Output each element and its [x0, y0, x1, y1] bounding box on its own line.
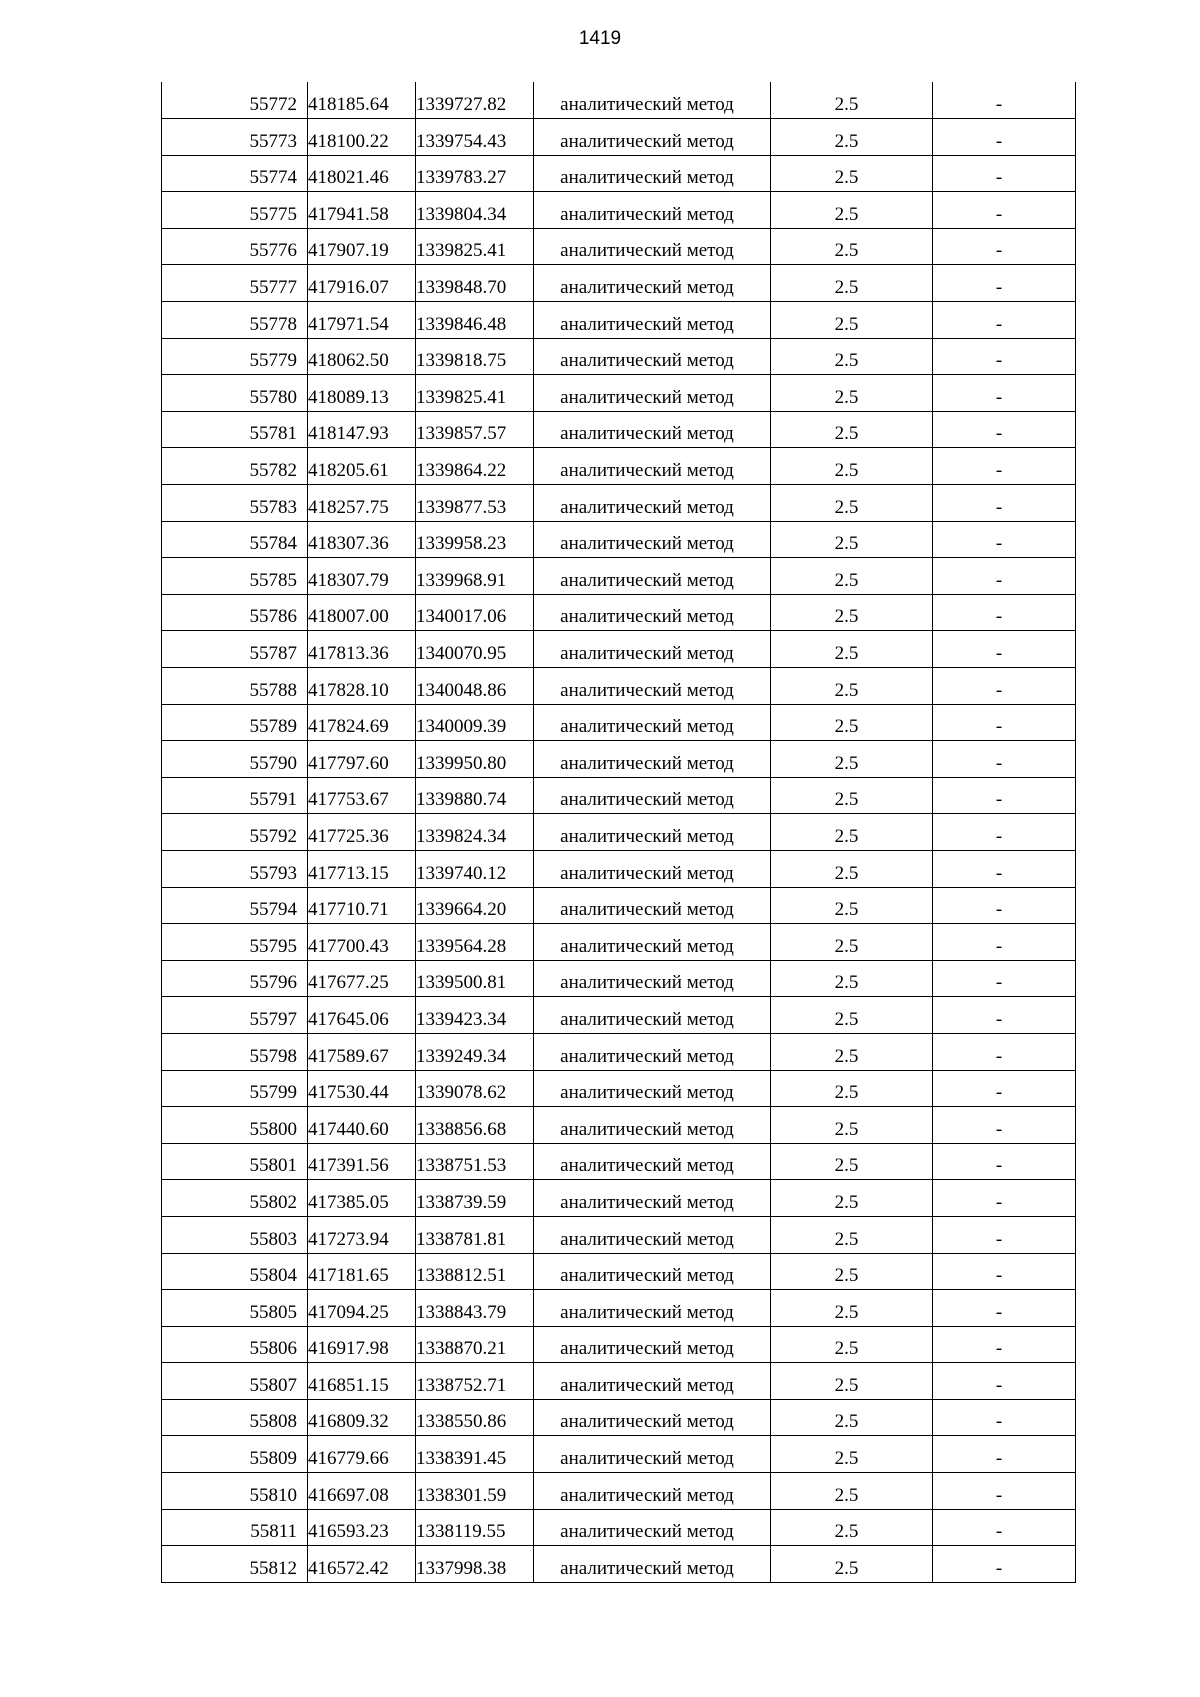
method-cell: аналитический метод	[534, 631, 771, 668]
note-cell: -	[933, 777, 1076, 814]
accuracy-cell: 2.5	[771, 704, 933, 741]
point-number-cell: 55807	[162, 1363, 308, 1400]
x-coordinate-cell: 416697.08	[308, 1473, 416, 1510]
table-row	[162, 485, 1076, 522]
note-cell: -	[933, 302, 1076, 339]
method-cell: аналитический метод	[534, 960, 771, 997]
x-coordinate-cell: 417713.15	[308, 850, 416, 887]
x-coordinate-cell: 418007.00	[308, 594, 416, 631]
accuracy-cell: 2.5	[771, 1253, 933, 1290]
note-cell: -	[933, 1290, 1076, 1327]
note-cell: -	[933, 1399, 1076, 1436]
table-row	[162, 741, 1076, 778]
note-cell: -	[933, 1326, 1076, 1363]
table-row	[162, 850, 1076, 887]
point-number-cell: 55802	[162, 1180, 308, 1217]
method-cell: аналитический метод	[534, 1399, 771, 1436]
y-coordinate-cell: 1338843.79	[416, 1290, 534, 1327]
point-number-cell: 55812	[162, 1546, 308, 1583]
method-cell: аналитический метод	[534, 777, 771, 814]
method-cell: аналитический метод	[534, 1253, 771, 1290]
point-number-cell: 55799	[162, 1070, 308, 1107]
method-cell: аналитический метод	[534, 228, 771, 265]
method-cell: аналитический метод	[534, 1473, 771, 1510]
table-row	[162, 375, 1076, 412]
accuracy-cell: 2.5	[771, 777, 933, 814]
x-coordinate-cell: 417440.60	[308, 1107, 416, 1144]
point-number-cell: 55784	[162, 521, 308, 558]
table-row	[162, 960, 1076, 997]
method-cell: аналитический метод	[534, 924, 771, 961]
accuracy-cell: 2.5	[771, 82, 933, 119]
note-cell: -	[933, 375, 1076, 412]
accuracy-cell: 2.5	[771, 448, 933, 485]
x-coordinate-cell: 417391.56	[308, 1143, 416, 1180]
y-coordinate-cell: 1338301.59	[416, 1473, 534, 1510]
table-row	[162, 521, 1076, 558]
table-row	[162, 302, 1076, 339]
accuracy-cell: 2.5	[771, 924, 933, 961]
table-row	[162, 887, 1076, 924]
note-cell: -	[933, 997, 1076, 1034]
y-coordinate-cell: 1339824.34	[416, 814, 534, 851]
y-coordinate-cell: 1337998.38	[416, 1546, 534, 1583]
table-row	[162, 814, 1076, 851]
y-coordinate-cell: 1339727.82	[416, 82, 534, 119]
method-cell: аналитический метод	[534, 338, 771, 375]
y-coordinate-cell: 1339500.81	[416, 960, 534, 997]
accuracy-cell: 2.5	[771, 1473, 933, 1510]
point-number-cell: 55781	[162, 411, 308, 448]
x-coordinate-cell: 417181.65	[308, 1253, 416, 1290]
y-coordinate-cell: 1339950.80	[416, 741, 534, 778]
point-number-cell: 55785	[162, 558, 308, 595]
note-cell: -	[933, 1107, 1076, 1144]
note-cell: -	[933, 558, 1076, 595]
y-coordinate-cell: 1338752.71	[416, 1363, 534, 1400]
accuracy-cell: 2.5	[771, 302, 933, 339]
accuracy-cell: 2.5	[771, 558, 933, 595]
y-coordinate-cell: 1339564.28	[416, 924, 534, 961]
accuracy-cell: 2.5	[771, 1509, 933, 1546]
table-row	[162, 777, 1076, 814]
table-row	[162, 411, 1076, 448]
point-number-cell: 55776	[162, 228, 308, 265]
table-row	[162, 1473, 1076, 1510]
y-coordinate-cell: 1339249.34	[416, 1033, 534, 1070]
note-cell: -	[933, 1033, 1076, 1070]
note-cell: -	[933, 265, 1076, 302]
x-coordinate-cell: 417530.44	[308, 1070, 416, 1107]
y-coordinate-cell: 1338550.86	[416, 1399, 534, 1436]
method-cell: аналитический метод	[534, 1180, 771, 1217]
note-cell: -	[933, 192, 1076, 229]
y-coordinate-cell: 1338781.81	[416, 1216, 534, 1253]
accuracy-cell: 2.5	[771, 1326, 933, 1363]
x-coordinate-cell: 417753.67	[308, 777, 416, 814]
accuracy-cell: 2.5	[771, 960, 933, 997]
method-cell: аналитический метод	[534, 741, 771, 778]
accuracy-cell: 2.5	[771, 375, 933, 412]
point-number-cell: 55809	[162, 1436, 308, 1473]
method-cell: аналитический метод	[534, 302, 771, 339]
accuracy-cell: 2.5	[771, 192, 933, 229]
point-number-cell: 55772	[162, 82, 308, 119]
point-number-cell: 55792	[162, 814, 308, 851]
y-coordinate-cell: 1339818.75	[416, 338, 534, 375]
y-coordinate-cell: 1339846.48	[416, 302, 534, 339]
accuracy-cell: 2.5	[771, 1399, 933, 1436]
x-coordinate-cell: 418307.79	[308, 558, 416, 595]
point-number-cell: 55778	[162, 302, 308, 339]
method-cell: аналитический метод	[534, 1033, 771, 1070]
method-cell: аналитический метод	[534, 704, 771, 741]
y-coordinate-cell: 1338119.55	[416, 1509, 534, 1546]
point-number-cell: 55794	[162, 887, 308, 924]
table-row	[162, 119, 1076, 156]
point-number-cell: 55805	[162, 1290, 308, 1327]
y-coordinate-cell: 1339864.22	[416, 448, 534, 485]
y-coordinate-cell: 1339804.34	[416, 192, 534, 229]
x-coordinate-cell: 417094.25	[308, 1290, 416, 1327]
x-coordinate-cell: 417273.94	[308, 1216, 416, 1253]
accuracy-cell: 2.5	[771, 521, 933, 558]
coordinates-table-body	[162, 82, 1076, 1582]
accuracy-cell: 2.5	[771, 1070, 933, 1107]
note-cell: -	[933, 521, 1076, 558]
accuracy-cell: 2.5	[771, 1546, 933, 1583]
table-row	[162, 338, 1076, 375]
x-coordinate-cell: 418062.50	[308, 338, 416, 375]
table-row	[162, 1546, 1076, 1583]
method-cell: аналитический метод	[534, 814, 771, 851]
note-cell: -	[933, 960, 1076, 997]
y-coordinate-cell: 1338751.53	[416, 1143, 534, 1180]
method-cell: аналитический метод	[534, 1546, 771, 1583]
method-cell: аналитический метод	[534, 375, 771, 412]
x-coordinate-cell: 417700.43	[308, 924, 416, 961]
y-coordinate-cell: 1339783.27	[416, 155, 534, 192]
table-row	[162, 1509, 1076, 1546]
method-cell: аналитический метод	[534, 1107, 771, 1144]
table-row	[162, 192, 1076, 229]
table-row	[162, 1070, 1076, 1107]
point-number-cell: 55773	[162, 119, 308, 156]
point-number-cell: 55801	[162, 1143, 308, 1180]
point-number-cell: 55783	[162, 485, 308, 522]
point-number-cell: 55810	[162, 1473, 308, 1510]
page-number: 1419	[578, 28, 622, 49]
table-row	[162, 1180, 1076, 1217]
method-cell: аналитический метод	[534, 192, 771, 229]
note-cell: -	[933, 411, 1076, 448]
y-coordinate-cell: 1339664.20	[416, 887, 534, 924]
method-cell: аналитический метод	[534, 411, 771, 448]
table-row	[162, 228, 1076, 265]
accuracy-cell: 2.5	[771, 594, 933, 631]
accuracy-cell: 2.5	[771, 997, 933, 1034]
method-cell: аналитический метод	[534, 119, 771, 156]
point-number-cell: 55790	[162, 741, 308, 778]
x-coordinate-cell: 416917.98	[308, 1326, 416, 1363]
accuracy-cell: 2.5	[771, 119, 933, 156]
accuracy-cell: 2.5	[771, 1143, 933, 1180]
method-cell: аналитический метод	[534, 521, 771, 558]
accuracy-cell: 2.5	[771, 228, 933, 265]
point-number-cell: 55775	[162, 192, 308, 229]
x-coordinate-cell: 418147.93	[308, 411, 416, 448]
method-cell: аналитический метод	[534, 485, 771, 522]
x-coordinate-cell: 418307.36	[308, 521, 416, 558]
note-cell: -	[933, 1473, 1076, 1510]
method-cell: аналитический метод	[534, 594, 771, 631]
x-coordinate-cell: 416809.32	[308, 1399, 416, 1436]
point-number-cell: 55777	[162, 265, 308, 302]
note-cell: -	[933, 668, 1076, 705]
accuracy-cell: 2.5	[771, 1033, 933, 1070]
y-coordinate-cell: 1338856.68	[416, 1107, 534, 1144]
table-row	[162, 704, 1076, 741]
x-coordinate-cell: 417710.71	[308, 887, 416, 924]
point-number-cell: 55782	[162, 448, 308, 485]
method-cell: аналитический метод	[534, 850, 771, 887]
y-coordinate-cell: 1339848.70	[416, 265, 534, 302]
x-coordinate-cell: 417589.67	[308, 1033, 416, 1070]
point-number-cell: 55788	[162, 668, 308, 705]
point-number-cell: 55795	[162, 924, 308, 961]
point-number-cell: 55779	[162, 338, 308, 375]
point-number-cell: 55796	[162, 960, 308, 997]
point-number-cell: 55789	[162, 704, 308, 741]
note-cell: -	[933, 448, 1076, 485]
x-coordinate-cell: 417813.36	[308, 631, 416, 668]
x-coordinate-cell: 418089.13	[308, 375, 416, 412]
table-row	[162, 155, 1076, 192]
y-coordinate-cell: 1340048.86	[416, 668, 534, 705]
y-coordinate-cell: 1338391.45	[416, 1436, 534, 1473]
point-number-cell: 55806	[162, 1326, 308, 1363]
note-cell: -	[933, 814, 1076, 851]
table-row	[162, 668, 1076, 705]
x-coordinate-cell: 417907.19	[308, 228, 416, 265]
method-cell: аналитический метод	[534, 1436, 771, 1473]
y-coordinate-cell: 1339857.57	[416, 411, 534, 448]
accuracy-cell: 2.5	[771, 1216, 933, 1253]
x-coordinate-cell: 417385.05	[308, 1180, 416, 1217]
method-cell: аналитический метод	[534, 265, 771, 302]
note-cell: -	[933, 1180, 1076, 1217]
note-cell: -	[933, 338, 1076, 375]
method-cell: аналитический метод	[534, 887, 771, 924]
note-cell: -	[933, 82, 1076, 119]
note-cell: -	[933, 155, 1076, 192]
point-number-cell: 55793	[162, 850, 308, 887]
note-cell: -	[933, 1070, 1076, 1107]
note-cell: -	[933, 1363, 1076, 1400]
x-coordinate-cell: 416851.15	[308, 1363, 416, 1400]
point-number-cell: 55798	[162, 1033, 308, 1070]
accuracy-cell: 2.5	[771, 338, 933, 375]
accuracy-cell: 2.5	[771, 411, 933, 448]
accuracy-cell: 2.5	[771, 485, 933, 522]
x-coordinate-cell: 418185.64	[308, 82, 416, 119]
x-coordinate-cell: 418205.61	[308, 448, 416, 485]
note-cell: -	[933, 1546, 1076, 1583]
x-coordinate-cell: 417677.25	[308, 960, 416, 997]
x-coordinate-cell: 417645.06	[308, 997, 416, 1034]
table-row	[162, 924, 1076, 961]
note-cell: -	[933, 924, 1076, 961]
table-row	[162, 1033, 1076, 1070]
note-cell: -	[933, 1216, 1076, 1253]
accuracy-cell: 2.5	[771, 850, 933, 887]
y-coordinate-cell: 1339754.43	[416, 119, 534, 156]
accuracy-cell: 2.5	[771, 1180, 933, 1217]
point-number-cell: 55791	[162, 777, 308, 814]
method-cell: аналитический метод	[534, 1326, 771, 1363]
table-row	[162, 1363, 1076, 1400]
method-cell: аналитический метод	[534, 668, 771, 705]
table-row	[162, 1290, 1076, 1327]
x-coordinate-cell: 418021.46	[308, 155, 416, 192]
point-number-cell: 55774	[162, 155, 308, 192]
coordinates-table	[161, 82, 1076, 1583]
accuracy-cell: 2.5	[771, 668, 933, 705]
y-coordinate-cell: 1338870.21	[416, 1326, 534, 1363]
accuracy-cell: 2.5	[771, 814, 933, 851]
point-number-cell: 55803	[162, 1216, 308, 1253]
y-coordinate-cell: 1339968.91	[416, 558, 534, 595]
x-coordinate-cell: 417725.36	[308, 814, 416, 851]
accuracy-cell: 2.5	[771, 155, 933, 192]
note-cell: -	[933, 485, 1076, 522]
table-row	[162, 1143, 1076, 1180]
note-cell: -	[933, 1143, 1076, 1180]
note-cell: -	[933, 119, 1076, 156]
point-number-cell: 55800	[162, 1107, 308, 1144]
point-number-cell: 55797	[162, 997, 308, 1034]
x-coordinate-cell: 418257.75	[308, 485, 416, 522]
y-coordinate-cell: 1339740.12	[416, 850, 534, 887]
accuracy-cell: 2.5	[771, 887, 933, 924]
x-coordinate-cell: 417941.58	[308, 192, 416, 229]
y-coordinate-cell: 1339825.41	[416, 375, 534, 412]
table-row	[162, 997, 1076, 1034]
method-cell: аналитический метод	[534, 1070, 771, 1107]
x-coordinate-cell: 417916.07	[308, 265, 416, 302]
table-row	[162, 448, 1076, 485]
table-row	[162, 631, 1076, 668]
accuracy-cell: 2.5	[771, 1363, 933, 1400]
x-coordinate-cell: 416779.66	[308, 1436, 416, 1473]
method-cell: аналитический метод	[534, 1509, 771, 1546]
table-row	[162, 1399, 1076, 1436]
note-cell: -	[933, 850, 1076, 887]
table-row	[162, 594, 1076, 631]
method-cell: аналитический метод	[534, 155, 771, 192]
accuracy-cell: 2.5	[771, 1290, 933, 1327]
accuracy-cell: 2.5	[771, 1107, 933, 1144]
note-cell: -	[933, 1436, 1076, 1473]
x-coordinate-cell: 417828.10	[308, 668, 416, 705]
accuracy-cell: 2.5	[771, 1436, 933, 1473]
x-coordinate-cell: 417797.60	[308, 741, 416, 778]
note-cell: -	[933, 594, 1076, 631]
table-row	[162, 82, 1076, 119]
method-cell: аналитический метод	[534, 448, 771, 485]
table-row	[162, 1107, 1076, 1144]
point-number-cell: 55787	[162, 631, 308, 668]
x-coordinate-cell: 418100.22	[308, 119, 416, 156]
table-row	[162, 1326, 1076, 1363]
y-coordinate-cell: 1339958.23	[416, 521, 534, 558]
y-coordinate-cell: 1339078.62	[416, 1070, 534, 1107]
x-coordinate-cell: 416572.42	[308, 1546, 416, 1583]
note-cell: -	[933, 887, 1076, 924]
y-coordinate-cell: 1340070.95	[416, 631, 534, 668]
point-number-cell: 55811	[162, 1509, 308, 1546]
table-row	[162, 1253, 1076, 1290]
method-cell: аналитический метод	[534, 997, 771, 1034]
y-coordinate-cell: 1338812.51	[416, 1253, 534, 1290]
note-cell: -	[933, 1253, 1076, 1290]
y-coordinate-cell: 1339880.74	[416, 777, 534, 814]
x-coordinate-cell: 416593.23	[308, 1509, 416, 1546]
method-cell: аналитический метод	[534, 1216, 771, 1253]
y-coordinate-cell: 1339825.41	[416, 228, 534, 265]
point-number-cell: 55780	[162, 375, 308, 412]
method-cell: аналитический метод	[534, 1363, 771, 1400]
y-coordinate-cell: 1339877.53	[416, 485, 534, 522]
note-cell: -	[933, 228, 1076, 265]
x-coordinate-cell: 417824.69	[308, 704, 416, 741]
point-number-cell: 55786	[162, 594, 308, 631]
table-row	[162, 1436, 1076, 1473]
x-coordinate-cell: 417971.54	[308, 302, 416, 339]
point-number-cell: 55808	[162, 1399, 308, 1436]
table-row	[162, 1216, 1076, 1253]
accuracy-cell: 2.5	[771, 265, 933, 302]
y-coordinate-cell: 1338739.59	[416, 1180, 534, 1217]
accuracy-cell: 2.5	[771, 631, 933, 668]
y-coordinate-cell: 1340009.39	[416, 704, 534, 741]
note-cell: -	[933, 741, 1076, 778]
y-coordinate-cell: 1339423.34	[416, 997, 534, 1034]
note-cell: -	[933, 704, 1076, 741]
method-cell: аналитический метод	[534, 82, 771, 119]
y-coordinate-cell: 1340017.06	[416, 594, 534, 631]
point-number-cell: 55804	[162, 1253, 308, 1290]
note-cell: -	[933, 1509, 1076, 1546]
note-cell: -	[933, 631, 1076, 668]
method-cell: аналитический метод	[534, 1143, 771, 1180]
table-row	[162, 558, 1076, 595]
accuracy-cell: 2.5	[771, 741, 933, 778]
table-row	[162, 265, 1076, 302]
method-cell: аналитический метод	[534, 1290, 771, 1327]
method-cell: аналитический метод	[534, 558, 771, 595]
